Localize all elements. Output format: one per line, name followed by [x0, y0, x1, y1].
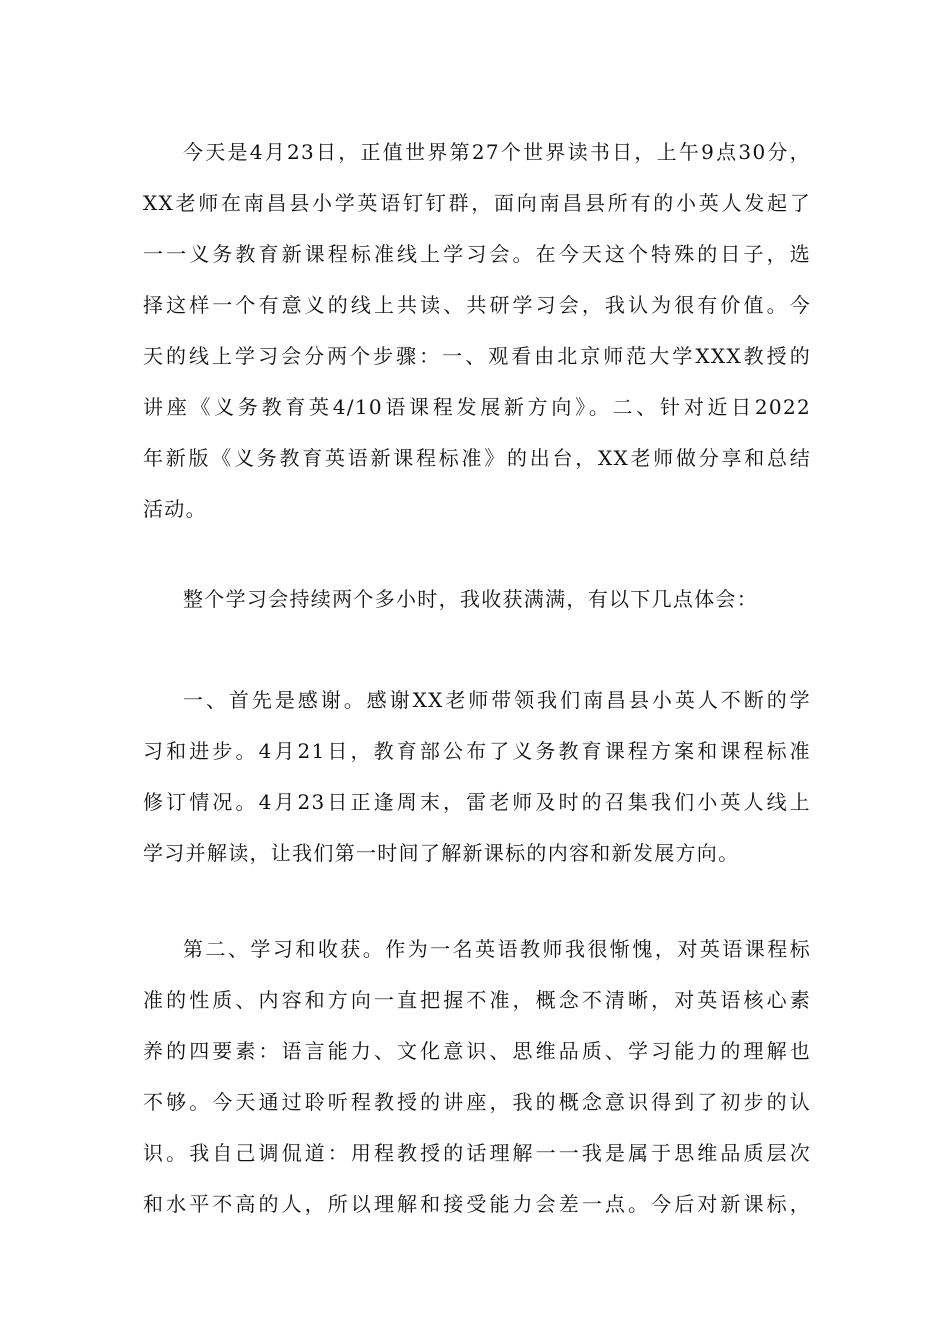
- paragraph-point-one: [143, 675, 811, 879]
- paragraph-intro: [143, 127, 811, 535]
- text-line: 识。我自己调侃道：用程教授的话理解一一我是属于思维品质层次: [143, 1141, 811, 1165]
- text-line: 整个学习会持续两个多小时，我收获满满，有以下几点体会：: [183, 587, 759, 611]
- text-line: 修订情况。4月23日正逢周末，雷老师及时的召集我们小英人线上: [143, 790, 811, 814]
- text-line: 择这样一个有意义的线上共读、共研学习会，我认为很有价值。今: [143, 293, 811, 317]
- text-line: 一一义务教育新课程标准线上学习会。在今天这个特殊的日子，选: [143, 242, 811, 266]
- text-line: 今天是4月23日，正值世界第27个世界读书日，上午9点30分，: [183, 140, 811, 164]
- text-line: 不够。今天通过聆听程教授的讲座，我的概念意识得到了初步的认: [143, 1090, 811, 1114]
- paragraph-point-two: [143, 924, 811, 1230]
- text-line: 准的性质、内容和方向一直把握不准，概念不清晰，对英语核心素: [143, 988, 811, 1012]
- text-line: 和水平不高的人，所以理解和接受能力会差一点。今后对新课标，: [143, 1192, 811, 1216]
- text-line: 习和进步。4月21日，教育部公布了义务教育课程方案和课程标准: [143, 739, 811, 763]
- text-line: 活动。: [143, 497, 207, 521]
- text-line: 年新版《义务教育英语新课程标准》的出台，XX老师做分享和总结: [143, 446, 811, 470]
- text-line: 一、首先是感谢。感谢XX老师带领我们南昌县小英人不断的学: [183, 688, 811, 712]
- text-line: 养的四要素：语言能力、文化意识、思维品质、学习能力的理解也: [143, 1039, 811, 1063]
- text-line: 第二、学习和收获。作为一名英语教师我很惭愧，对英语课程标: [183, 937, 811, 961]
- text-line: 讲座《义务教育英4/10语课程发展新方向》。二、针对近日2022: [143, 395, 811, 419]
- text-line: 天的线上学习会分两个步骤：一、观看由北京师范大学XXX教授的: [143, 344, 811, 368]
- paragraph-summary: [143, 574, 811, 625]
- text-line: 学习并解读，让我们第一时间了解新课标的内容和新发展方向。: [143, 841, 740, 865]
- text-line: XX老师在南昌县小学英语钉钉群，面向南昌县所有的小英人发起了: [143, 191, 811, 215]
